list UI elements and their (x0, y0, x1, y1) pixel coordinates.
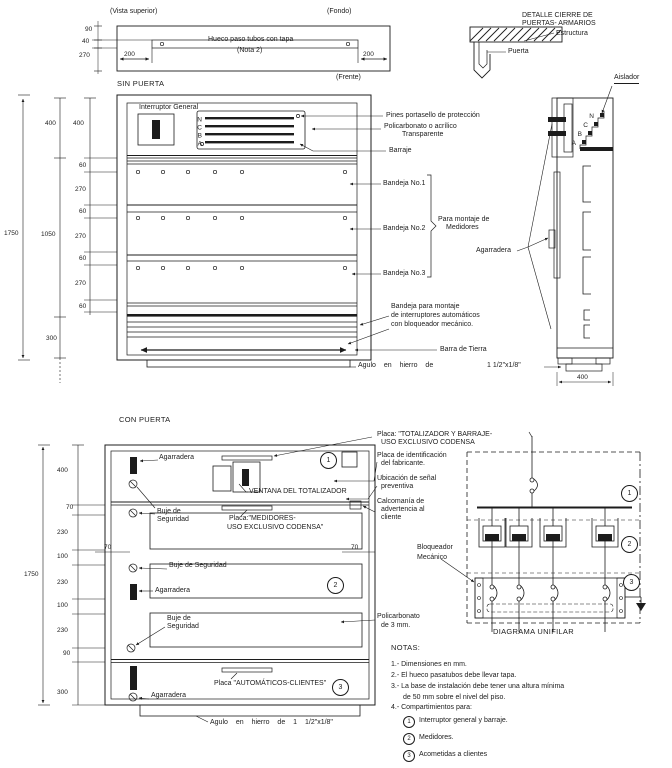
svg-text:400: 400 (577, 374, 588, 381)
svg-text:N: N (589, 113, 594, 120)
interruptor-general-label: Interruptor General (139, 104, 199, 111)
nota2-label: (Nota 2) (237, 47, 263, 54)
placa-medidores-label-2: USO EXCLUSIVO CODENSA" (227, 524, 324, 531)
agarradera2-label: Agarradera (155, 587, 191, 594)
nota-item-2: Medidores. (419, 734, 454, 741)
compartment-badge-1-number: 1 (326, 457, 331, 464)
placa-totalizador-label-2: USO EXCLUSIVO CODENSA (381, 439, 475, 446)
con-puerta-title: CON PUERTA (119, 415, 171, 424)
angulo-label-1: Agulo en hierro de (358, 362, 434, 369)
detalle-title-2: PUERTAS- ARMARIOS (522, 20, 596, 27)
unifilar-badge-1-number: 1 (627, 490, 632, 497)
notas-header: NOTAS: (391, 643, 421, 652)
svg-text:N: N (197, 116, 202, 124)
policarbonato-label-1: Policarbonato o acrílico (384, 123, 457, 130)
compartment-badge-3-number: 3 (338, 684, 343, 691)
hueco-label: Hueco paso tubos con tapa (208, 36, 294, 43)
ventana-totalizador-label: VENTANA DEL TOTALIZADOR (249, 488, 347, 495)
nota-badge-1-number: 1 (407, 719, 411, 725)
unifilar-title: DIAGRAMA UNIFILAR (493, 627, 574, 636)
svg-text:60: 60 (79, 208, 87, 215)
svg-text:90: 90 (85, 26, 93, 33)
frente-label: (Frente) (336, 74, 361, 81)
svg-text:270: 270 (75, 186, 86, 193)
agarradera3-label: Agarradera (151, 692, 187, 699)
agarradera-side-label: Agarradera (476, 247, 512, 254)
unifilar-badge-3-number: 3 (629, 579, 634, 586)
svg-text:230: 230 (57, 579, 68, 586)
svg-text:70: 70 (104, 544, 112, 551)
buje1-label-1: Buje de (157, 508, 181, 515)
svg-text:300: 300 (57, 689, 68, 696)
bandeja-int-label-2: de interruptores automáticos (391, 312, 480, 319)
bandeja2-label: Bandeja No.2 (383, 225, 426, 232)
svg-text:70: 70 (351, 544, 359, 551)
svg-text:C: C (197, 124, 202, 132)
buje3-label-1: Buje de (167, 615, 191, 622)
estructura-label: Estructura (556, 30, 588, 37)
svg-text:300: 300 (46, 335, 57, 342)
svg-text:60: 60 (79, 255, 87, 262)
compartment-badge-2-number: 2 (333, 582, 338, 589)
calcomania-label-2: advertencia al (381, 506, 425, 513)
policarbonato-label-2: Transparente (402, 131, 444, 138)
svg-text:90: 90 (63, 650, 71, 657)
placa-id-label-2: del fabricante. (381, 460, 425, 467)
dimension-texts (4, 26, 612, 696)
nota-badge-3-number: 3 (407, 753, 411, 759)
svg-text:kWh: kWh (512, 535, 526, 542)
bloqueador-label-1: Bloqueador (417, 544, 453, 551)
barraje-label: Barraje (389, 147, 412, 154)
nota-3b: de 50 mm sobre el nivel del piso. (403, 694, 506, 701)
nota-4: 4.- Compartimientos para: (391, 704, 472, 711)
svg-text:200: 200 (363, 51, 374, 58)
agarradera1-label: Agarradera (159, 454, 195, 461)
svg-text:40: 40 (82, 38, 90, 45)
svg-text:270: 270 (75, 280, 86, 287)
svg-text:400: 400 (57, 467, 68, 474)
buje1-label-2: Seguridad (157, 516, 189, 523)
svg-text:230: 230 (57, 627, 68, 634)
ubicacion-label-1: Ubicación de señal (377, 475, 437, 482)
svg-text:400: 400 (73, 120, 84, 127)
svg-text:A: A (197, 140, 202, 148)
svg-text:A: A (571, 140, 576, 147)
svg-text:kWh: kWh (546, 535, 560, 542)
svg-text:1750: 1750 (4, 230, 19, 237)
puerta-label: Puerta (508, 48, 529, 55)
svg-text:70: 70 (66, 504, 74, 511)
unifilar-badge-2-number: 2 (627, 541, 632, 548)
buje3-label-2: Seguridad (167, 623, 199, 630)
placa-id-label-1: Placa de identificación (377, 452, 447, 459)
svg-text:60: 60 (79, 162, 87, 169)
montaje-label-2: Medidores (446, 224, 479, 231)
nota-1: 1.- Dimensiones en mm. (391, 661, 467, 668)
svg-text:kWh: kWh (598, 535, 612, 542)
nota-item-badge-1 (403, 716, 415, 728)
svg-text:kWh: kWh (485, 535, 499, 542)
montaje-label-1: Para montaje de (438, 216, 490, 223)
svg-text:C: C (583, 122, 588, 129)
svg-text:400: 400 (45, 120, 56, 127)
policarbonato3mm-label-2: de 3 mm. (381, 622, 411, 629)
nota-item-1: Interruptor general y barraje. (419, 717, 508, 724)
calcomania-label-1: Calcomanía de (377, 498, 425, 505)
nota-item-badge-2 (403, 733, 415, 745)
nota-badge-2-number: 2 (407, 736, 411, 742)
compartment-badge-1 (320, 452, 337, 469)
angulo-label-2: 1 1/2"x1/8" (487, 362, 521, 369)
bloqueador-label-2: Mecánico (417, 554, 447, 561)
unifilar-section-badge-3 (623, 574, 640, 591)
bandeja3-label: Bandeja No.3 (383, 270, 426, 277)
barra-tierra-label: Barra de Tierra (440, 346, 487, 353)
svg-text:100: 100 (57, 602, 68, 609)
top-view-title: (Vista superior) (110, 8, 158, 15)
bandeja1-label: Bandeja No.1 (383, 180, 426, 187)
sin-puerta-title: SIN PUERTA (117, 79, 165, 88)
pines-label: Pines portasello de protección (386, 112, 480, 119)
side-view-linework (517, 86, 613, 386)
front-view-linework (18, 95, 561, 383)
nota-3a: 3.- La base de instalación debe tener una altura mínima (391, 683, 565, 690)
svg-text:270: 270 (75, 233, 86, 240)
unifilar-section-badge-2 (621, 536, 638, 553)
aislador-label: Aislador (614, 74, 639, 84)
svg-text:B: B (577, 131, 582, 138)
angulo-con-puerta-label: Agulo en hierro de 1 1/2"x1/8" (210, 719, 333, 726)
bandeja-int-label-1: Bandeja para montaje (391, 303, 460, 310)
svg-text:100: 100 (57, 553, 68, 560)
nota-item-3: Acometidas a clientes (419, 751, 488, 758)
svg-text:200: 200 (124, 51, 135, 58)
ubicacion-label-2: preventiva (381, 483, 414, 490)
svg-text:1050: 1050 (41, 231, 56, 238)
fondo-label: (Fondo) (327, 8, 352, 15)
compartment-badge-2 (327, 577, 344, 594)
svg-text:60: 60 (79, 303, 87, 310)
svg-text:230: 230 (57, 529, 68, 536)
calcomania-label-3: cliente (381, 514, 402, 521)
unifilar-linework (441, 432, 646, 632)
policarbonato3mm-label-1: Policarbonato (377, 613, 420, 620)
compartment-badge-3 (332, 679, 349, 696)
nota-item-badge-3 (403, 750, 415, 762)
placa-automaticos-label: Placa "AUTOMÁTICOS-CLIENTES" (214, 680, 327, 687)
svg-text:270: 270 (79, 52, 90, 59)
placa-totalizador-label-1: Placa: "TOTALIZADOR Y BARRAJE- (377, 431, 493, 438)
buje2-label: Buje de Seguridad (169, 562, 227, 569)
detalle-title-1: DETALLE CIERRE DE (522, 12, 593, 19)
svg-text:1750: 1750 (24, 571, 39, 578)
unifilar-section-badge-1 (621, 485, 638, 502)
placa-medidores-label-1: Placa:"MEDIDORES- (229, 515, 296, 522)
svg-text:B: B (197, 132, 202, 140)
nota-2: 2.- El hueco pasatubos debe llevar tapa. (391, 672, 517, 679)
bandeja-int-label-3: con bloqueador mecánico. (391, 321, 474, 328)
